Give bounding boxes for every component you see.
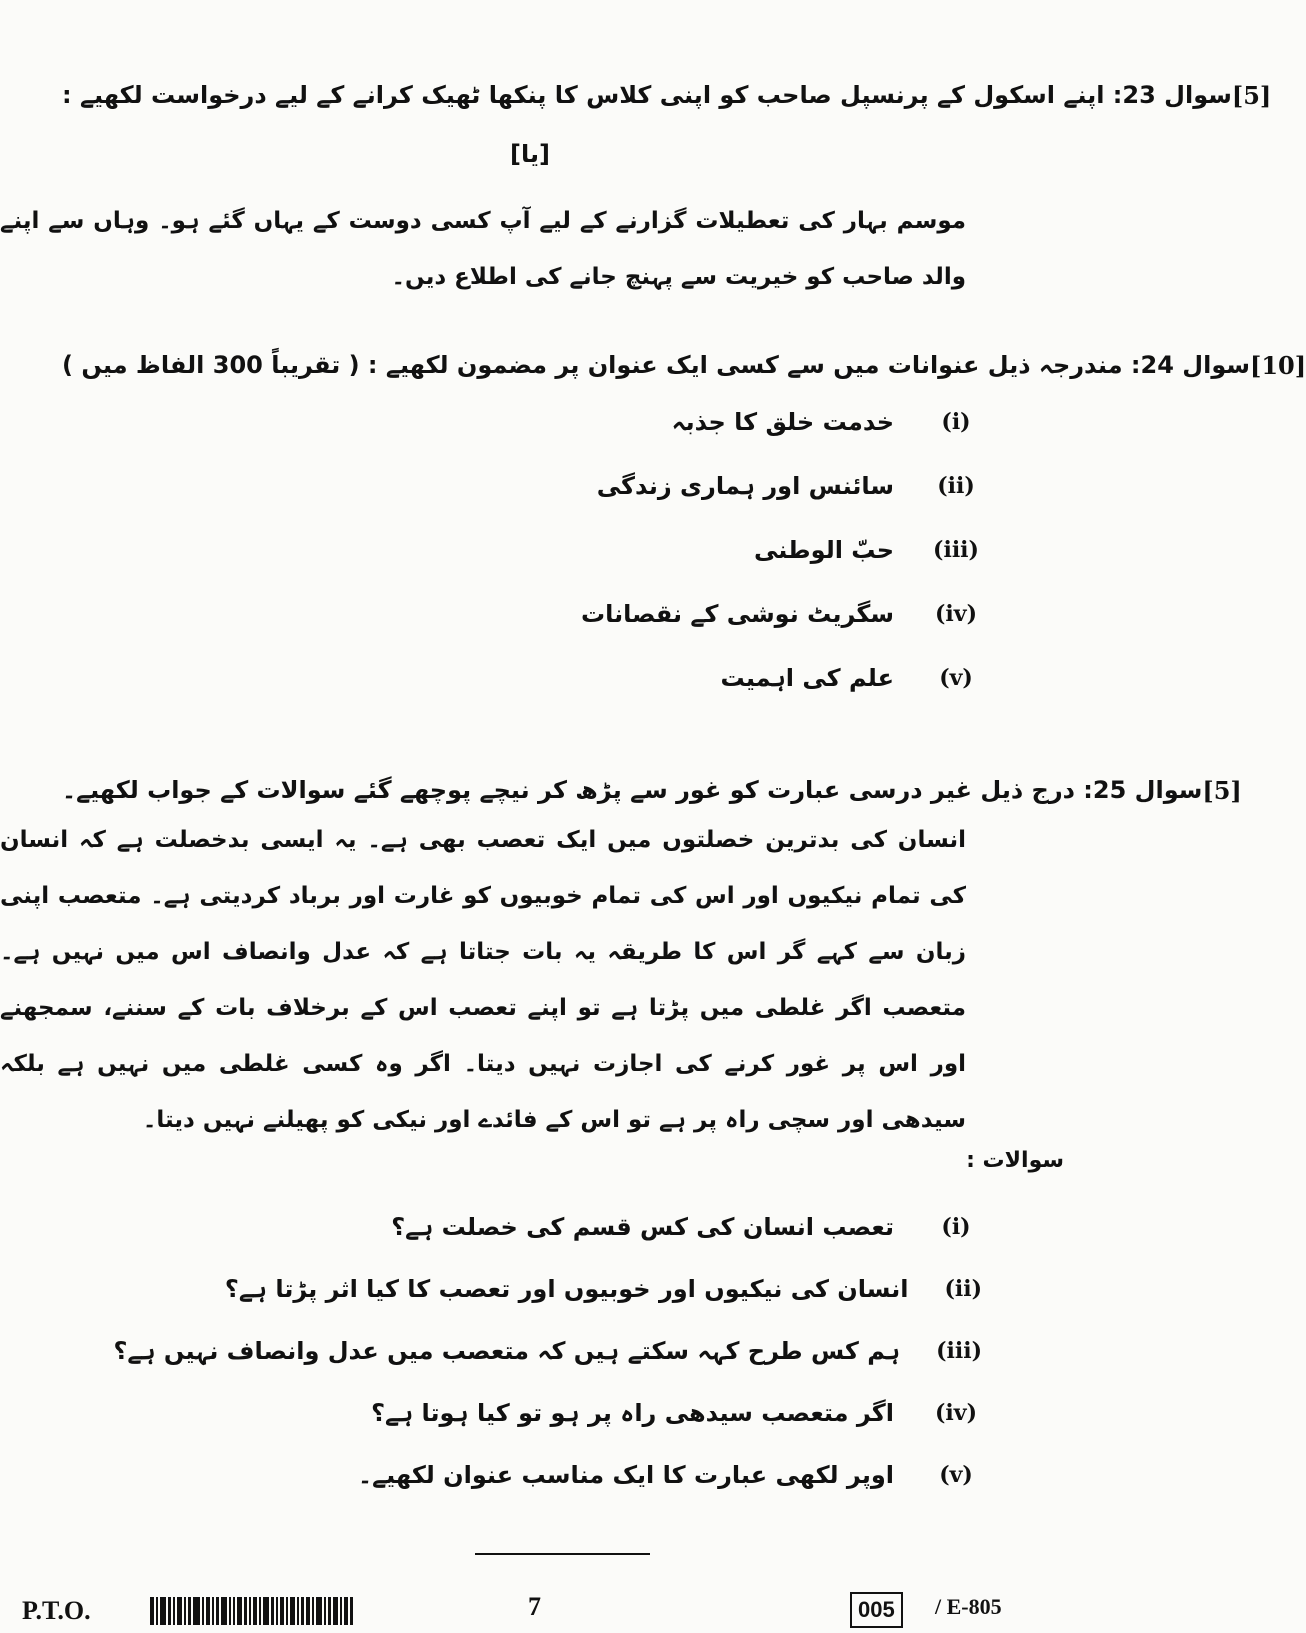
- item-label: حبّ الوطنی: [753, 536, 894, 564]
- item-number: (i): [941, 1214, 971, 1240]
- list-item: [382, 649, 982, 707]
- item-label: سائنس اور ہماری زندگی: [596, 472, 894, 500]
- list-item: [262, 1384, 982, 1442]
- item-number: (ii): [937, 473, 975, 499]
- item-number: (ii): [944, 1276, 982, 1302]
- paper-code: / E-805: [935, 1594, 1002, 1619]
- pto-label: P.T.O.: [22, 1596, 91, 1625]
- item-label: اوپر لکھی عبارت کا ایک مناسب عنوان لکھیے۔: [358, 1461, 894, 1489]
- page-number: 7: [528, 1592, 541, 1621]
- item-number: (v): [939, 1462, 973, 1488]
- item-label: سگریٹ نوشی کے نقصانات: [580, 600, 894, 628]
- list-item: [262, 1198, 982, 1256]
- item-number: (iii): [933, 537, 979, 563]
- or-label: [یا]: [510, 140, 550, 168]
- q23-alt-text: موسم بہار کی تعطیلات گزارنے کے لیے آپ کسی دوست کے یہاں گئے ہو۔ وہاں سے اپنے والد صاحب کو خیریت سے پہنچ جانے کی اطلاع دیں۔: [0, 208, 966, 290]
- list-item: [382, 585, 982, 643]
- q23-text: سوال 23: اپنے اسکول کے پرنسپل صاحب کو اپنی کلاس کا پنکھا ٹھیک کرانے کے لیے درخواست لکھیے :: [62, 81, 1232, 109]
- questions-label: سوالات :: [966, 1148, 1064, 1173]
- barcode-graphic: [150, 1597, 390, 1625]
- item-label: انسان کی نیکیوں اور خوبیوں اور تعصب کا کیا اثر پڑتا ہے؟: [224, 1275, 909, 1303]
- item-number: (iii): [936, 1338, 982, 1364]
- item-label: علم کی اہمیت: [720, 664, 894, 692]
- q25-text: سوال 25: درج ذیل غیر درسی عبارت کو غور سے پڑھ کر نیچے پوچھے گئے سوالات کے جواب لکھیے۔: [62, 776, 1203, 804]
- list-item: [382, 521, 982, 579]
- q24-header: [62, 345, 1306, 385]
- item-number: (v): [939, 665, 973, 691]
- item-label: خدمت خلق کا جذبہ: [671, 408, 894, 436]
- list-item: [382, 457, 982, 515]
- list-item: [382, 393, 982, 451]
- list-item: [113, 1322, 982, 1380]
- list-item: [262, 1446, 982, 1504]
- q25-question-list: [113, 1198, 982, 1504]
- paper-code-box: 005: [850, 1592, 903, 1628]
- q23-marks: [5]: [1231, 80, 1272, 110]
- item-number: (i): [941, 409, 971, 435]
- q24-marks: [10]: [1250, 350, 1306, 380]
- item-label: تعصب انسان کی کس قسم کی خصلت ہے؟: [391, 1213, 894, 1241]
- q25-passage: انسان کی بدترین خصلتوں میں ایک تعصب بھی ہے۔ یہ ایسی بدخصلت ہے کہ انسان کی تمام نیکیوں اور اس کی تمام خوبیوں کو غارت اور برباد کردیتی ہے۔ متعصب اپنی زبان سے کہے گر اس کا طریقہ یہ بات جتاتا ہے کہ عدل وانصاف اس میں نہیں ہے۔ متعصب اگر غلطی میں پڑتا ہے تو اپنے تعصب اس کے برخلاف بات کے سننے، سمجھنے اور اس پر غور کرنے کی اجازت نہیں دیتا۔ اگر وہ کسی غلطی میں نہیں ہے بلکہ سیدھی اور سچی راہ پر ہے تو اس کے فائدے اور نیکی کو پھیلنے نہیں دیتا۔: [0, 827, 966, 1133]
- q24-text: سوال 24: مندرجہ ذیل عنوانات میں سے کسی ایک عنوان پر مضمون لکھیے : ( تقریباً 300 الفاظ میں ): [62, 351, 1250, 379]
- list-item: [224, 1260, 982, 1318]
- q25-marks: [5]: [1202, 775, 1242, 805]
- q24-topic-list: [382, 393, 982, 707]
- item-number: (iv): [935, 601, 977, 627]
- item-label: اگر متعصب سیدھی راہ پر ہو تو کیا ہوتا ہے؟: [371, 1399, 894, 1427]
- q23-header: [62, 75, 1272, 115]
- footer-divider: [475, 1553, 650, 1555]
- item-label: ہم کس طرح کہہ سکتے ہیں کہ متعصب میں عدل وانصاف نہیں ہے؟: [113, 1337, 901, 1365]
- item-number: (iv): [935, 1400, 977, 1426]
- q25-header: [62, 770, 1242, 810]
